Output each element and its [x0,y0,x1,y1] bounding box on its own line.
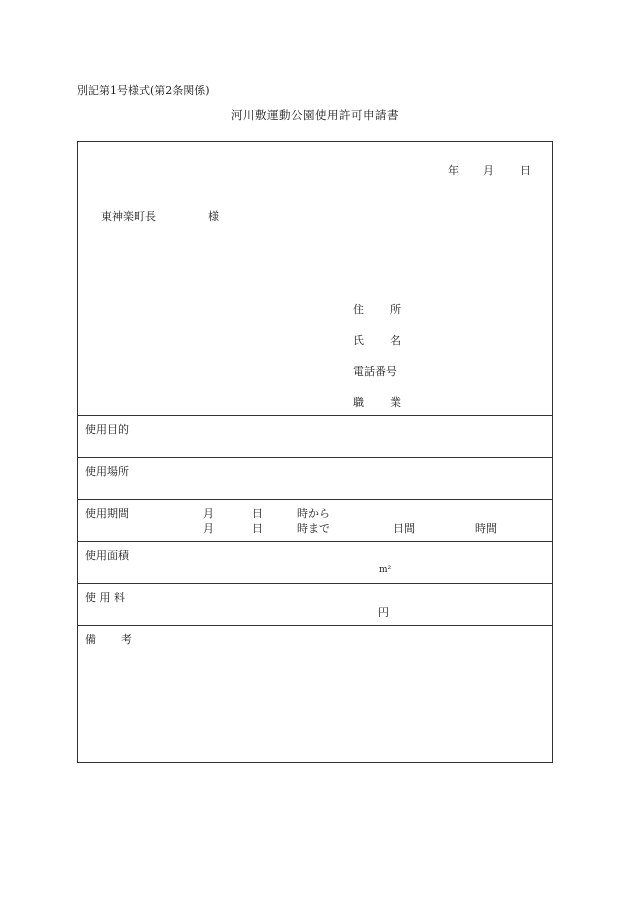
period-label: 使用期間 [85,507,129,520]
divider [78,457,552,458]
divider [78,499,552,500]
occupation-label-2: 業 [390,396,401,409]
address-label-2: 所 [390,303,401,316]
form-number-label: 別記第1号様式(第2条関係) [77,84,210,97]
area-label: 使用面積 [85,549,129,562]
period-from-hour: 時から [297,507,330,520]
period-hours-unit: 時間 [475,522,497,535]
period-from-month: 月 [203,507,214,520]
addressee-honorific: 様 [208,210,219,223]
date-day-label: 日 [520,164,531,177]
addressee-name: 東神楽町長 [101,210,156,223]
divider [78,583,552,584]
remarks-label-2: 考 [121,633,132,646]
period-days-unit: 日間 [393,522,415,535]
application-form-table [77,141,553,763]
name-label-2: 名 [390,334,401,347]
divider [78,541,552,542]
phone-label: 電話番号 [353,365,397,378]
fee-unit: 円 [378,606,389,619]
period-to-month: 月 [203,522,214,535]
occupation-label-1: 職 [353,396,364,409]
area-unit: m² [379,565,392,575]
period-to-hour: 時まで [297,522,330,535]
location-label: 使用場所 [85,465,129,478]
remarks-label-1: 備 [85,633,96,646]
fee-label: 使 用 料 [85,591,125,604]
name-label-1: 氏 [353,334,364,347]
period-from-day: 日 [252,507,263,520]
date-year-label: 年 [448,164,459,177]
purpose-label: 使用目的 [85,423,129,436]
divider [78,625,552,626]
address-label-1: 住 [353,303,364,316]
form-title: 河川敷運動公園使用許可申請書 [231,108,399,122]
date-month-label: 月 [483,164,494,177]
divider [78,415,552,416]
period-to-day: 日 [252,522,263,535]
